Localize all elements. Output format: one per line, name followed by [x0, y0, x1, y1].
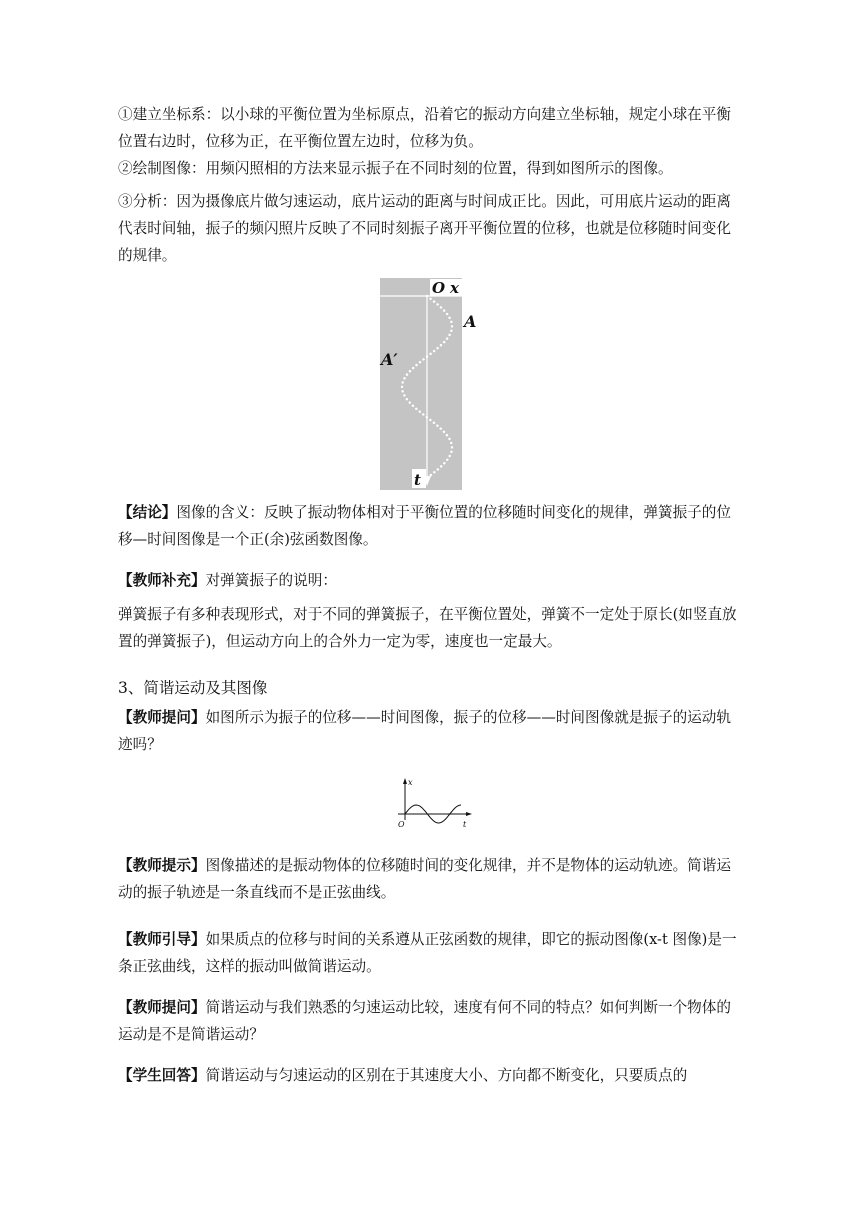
amplitude-label-a-prime: A′	[381, 350, 398, 369]
graph-x-label: x	[408, 778, 413, 787]
graph-origin-label: O	[398, 820, 405, 829]
teacher-question-2-paragraph	[118, 994, 738, 1048]
teacher-guide-text: 如果质点的位移与时间的关系遵从正弦函数的规律，即它的振动图像(x-t 图像)是一条正弦曲线，这样的振动叫做简谐运动。	[118, 931, 737, 975]
conclusion-text: 图像的含义：反映了振动物体相对于平衡位置的位移随时间变化的规律，弹簧振子的位移—时间图像是一个正(余)弦函数图像。	[118, 504, 731, 548]
teacher-question-2-text: 简谐运动与我们熟悉的匀速运动比较，速度有何不同的特点？如何判断一个物体的运动是不是简谐运动？	[118, 999, 731, 1043]
film-strip-background	[380, 278, 462, 490]
graph-x-axis-arrow	[403, 778, 407, 784]
teacher-guide-tag: 【教师引导】	[118, 931, 206, 948]
teacher-question-1-tag: 【教师提问】	[118, 709, 206, 726]
teacher-hint-tag: 【教师提示】	[118, 857, 206, 874]
supplement-body-paragraph: 弹簧振子有多种表现形式，对于不同的弹簧振子，在平衡位置处，弹簧不一定处于原长(如竖直放置的弹簧振子)，但运动方向上的合外力一定为零，速度也一定最大。	[118, 606, 737, 650]
teacher-hint-paragraph	[118, 852, 738, 906]
section-3-heading: 3、简谐运动及其图像	[118, 679, 268, 697]
graph-t-label: t	[463, 820, 467, 829]
conclusion-tag: 【结论】	[118, 504, 177, 521]
t-axis-label: t	[414, 471, 421, 489]
teacher-supplement-paragraph	[118, 567, 738, 594]
xt-graph-figure	[395, 776, 477, 832]
teacher-question-2-tag: 【教师提问】	[118, 999, 206, 1016]
amplitude-label-a: A	[464, 312, 477, 331]
teacher-guide-paragraph	[118, 926, 738, 980]
graph-t-axis-arrow	[466, 812, 472, 816]
student-answer-tag: 【学生回答】	[118, 1067, 206, 1084]
origin-label: O	[432, 279, 446, 297]
teacher-question-1-text: 如图所示为振子的位移——时间图像，振子的位移——时间图像就是振子的运动轨迹吗？	[118, 709, 731, 753]
strobe-photo-figure	[380, 278, 462, 490]
teacher-supplement-text: 对弹簧振子的说明：	[205, 572, 337, 589]
teacher-supplement-tag: 【教师补充】	[118, 572, 206, 589]
conclusion-paragraph	[118, 499, 738, 553]
teacher-question-1-paragraph	[118, 704, 738, 758]
step-1-paragraph: ①建立坐标系：以小球的平衡位置为坐标原点，沿着它的振动方向建立坐标轴，规定小球在平衡位置右边时，位移为正，在平衡位置左边时，位移为负。	[118, 106, 731, 150]
x-axis-label: x	[450, 279, 459, 297]
student-answer-text: 简谐运动与匀速运动的区别在于其速度大小、方向都不断变化，只要质点的	[205, 1067, 688, 1084]
step-2-paragraph: ②绘制图像：用频闪照相的方法来显示振子在不同时刻的位置，得到如图所示的图像。	[118, 160, 673, 177]
student-answer-paragraph	[118, 1062, 738, 1089]
step-3-paragraph: ③分析：因为摄像底片做匀速运动，底片运动的距离与时间成正比。因此，可用底片运动的距离代表时间轴，振子的频闪照片反映了不同时刻振子离开平衡位置的位移，也就是位移随时间变化的规律。	[118, 193, 731, 264]
teacher-hint-text: 图像描述的是振动物体的位移随时间的变化规律，并不是物体的运动轨迹。简谐运动的振子轨迹是一条直线而不是正弦曲线。	[118, 857, 731, 901]
